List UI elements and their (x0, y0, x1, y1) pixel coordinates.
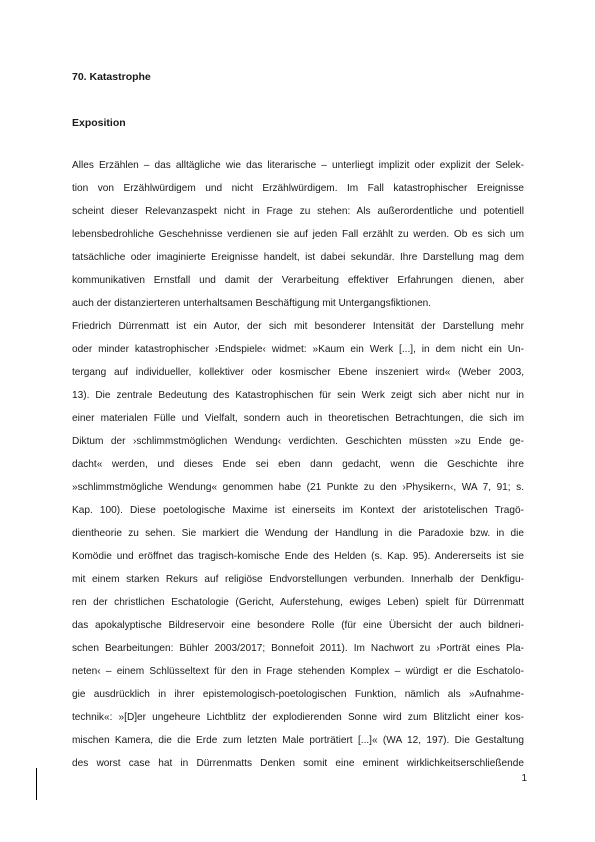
body-line: Kap. 100). Diese poetologische Maxime ist einerseits im Kontext der aristotelischen Tragö- (72, 505, 524, 516)
body-line: das apokalyptische Bildreservoir eine besondere Rolle (für eine Übersicht der auch bildneri- (72, 620, 524, 631)
body-line: Diktum der ›schlimmstmöglichen Wendung‹ verdichten. Geschichten müssten »zu Ende ge- (72, 436, 524, 447)
body-line: tatsächliche oder imaginierte Ereignisse handelt, ist dabei sekundär. Ihre Darstellung mag dem (72, 252, 524, 263)
body-line: neten‹ – einem Schlüsseltext für den in Frage stehenden Komplex – würdigt er die Eschatolo- (72, 666, 524, 677)
section-heading: Exposition (72, 117, 126, 129)
body-line: tergang auf individueller, kollektiver oder kosmischer Ebene inszeniert wird« (Weber 2003, (72, 367, 524, 378)
body-line: des worst case hat in Dürrenmatts Denken somit eine eminent wirklichkeitserschließende (72, 758, 524, 769)
body-line: mischen Kamera, die die Erde zum letzten Male porträtiert [...]« (WA 12, 197). Die Gestaltung (72, 735, 524, 746)
body-line: gie ausdrücklich in ihrer epistemologisch-poetologischen Funktion, nämlich als »Aufnahme- (72, 689, 524, 700)
body-line: technik«: »[D]er ungeheure Lichtblitz der explodierenden Sonne wird zum Blitzlicht einer kos- (72, 712, 524, 723)
body-line: »schlimmstmögliche Wendung« genommen habe (21 Punkte zu den ›Physikern‹, WA 7, 91; s. (72, 482, 524, 493)
body-line: ren der christlichen Eschatologie (Gericht, Auferstehung, ewiges Leben) spielt für Dürrenmatt (72, 597, 524, 608)
body-line: schen Bearbeitungen: Bühler 2003/2017; Bonnefoit 2011). Im Nachwort zu ›Porträt eines Pla- (72, 643, 524, 654)
body-line: Alles Erzählen – das alltägliche wie das literarische – unterliegt implizit oder explizit der Selek- (72, 160, 524, 171)
page-number: 1 (521, 773, 527, 784)
body-line: dacht« werden, und dieses Ende sei eben dann gedacht, wenn die Geschichte ihre (72, 459, 524, 470)
body-line: Komödie und eröffnet das tragisch-komische Ende des Helden (s. Kap. 95). Andererseits ist sie (72, 551, 524, 562)
margin-bar (36, 768, 37, 800)
body-line: lebensbedrohliche Geschehnisse verdienen sie auf jeden Fall erzählt zu werden. Ob es sich um (72, 229, 524, 240)
body-line: dientheorie zu sehen. Sie markiert die Wendung der Handlung in die Paradoxie bzw. in die (72, 528, 524, 539)
chapter-title: 70. Katastrophe (72, 71, 151, 83)
body-line: oder minder katastrophischer ›Endspiele‹ widmet: »Kaum ein Werk [...], in dem nicht ein Un- (72, 344, 524, 355)
body-line: auch der distanzierteren unterhaltsamen Beschäftigung mit Untergangsfiktionen. (72, 298, 432, 309)
body-line: Friedrich Dürrenmatt ist ein Autor, der sich mit besonderer Intensität der Darstellung mehr (72, 321, 524, 332)
body-line: tion von Erzählwürdigem und nicht Erzählwürdigem. Im Fall katastrophischer Ereignisse (72, 183, 524, 194)
body-line: mit einem starken Rekurs auf religiöse Endvorstellungen verbunden. Innerhalb der Denkfigu- (72, 574, 524, 585)
body-line: 13). Die zentrale Bedeutung des Katastrophischen für sein Werk zeigt sich aber nicht nur in (72, 390, 524, 401)
body-line: scheint dieser Relevanzaspekt nicht in Frage zu stehen: Als außerordentliche und potentiell (72, 206, 524, 217)
body-line: einer materialen Fülle und Vielfalt, sondern auch in theoretischen Betrachtungen, die sich im (72, 413, 524, 424)
body-line: kommunikativen Ernstfall und damit der Verarbeitung effektiver Erfahrungen dienen, aber (72, 275, 524, 286)
